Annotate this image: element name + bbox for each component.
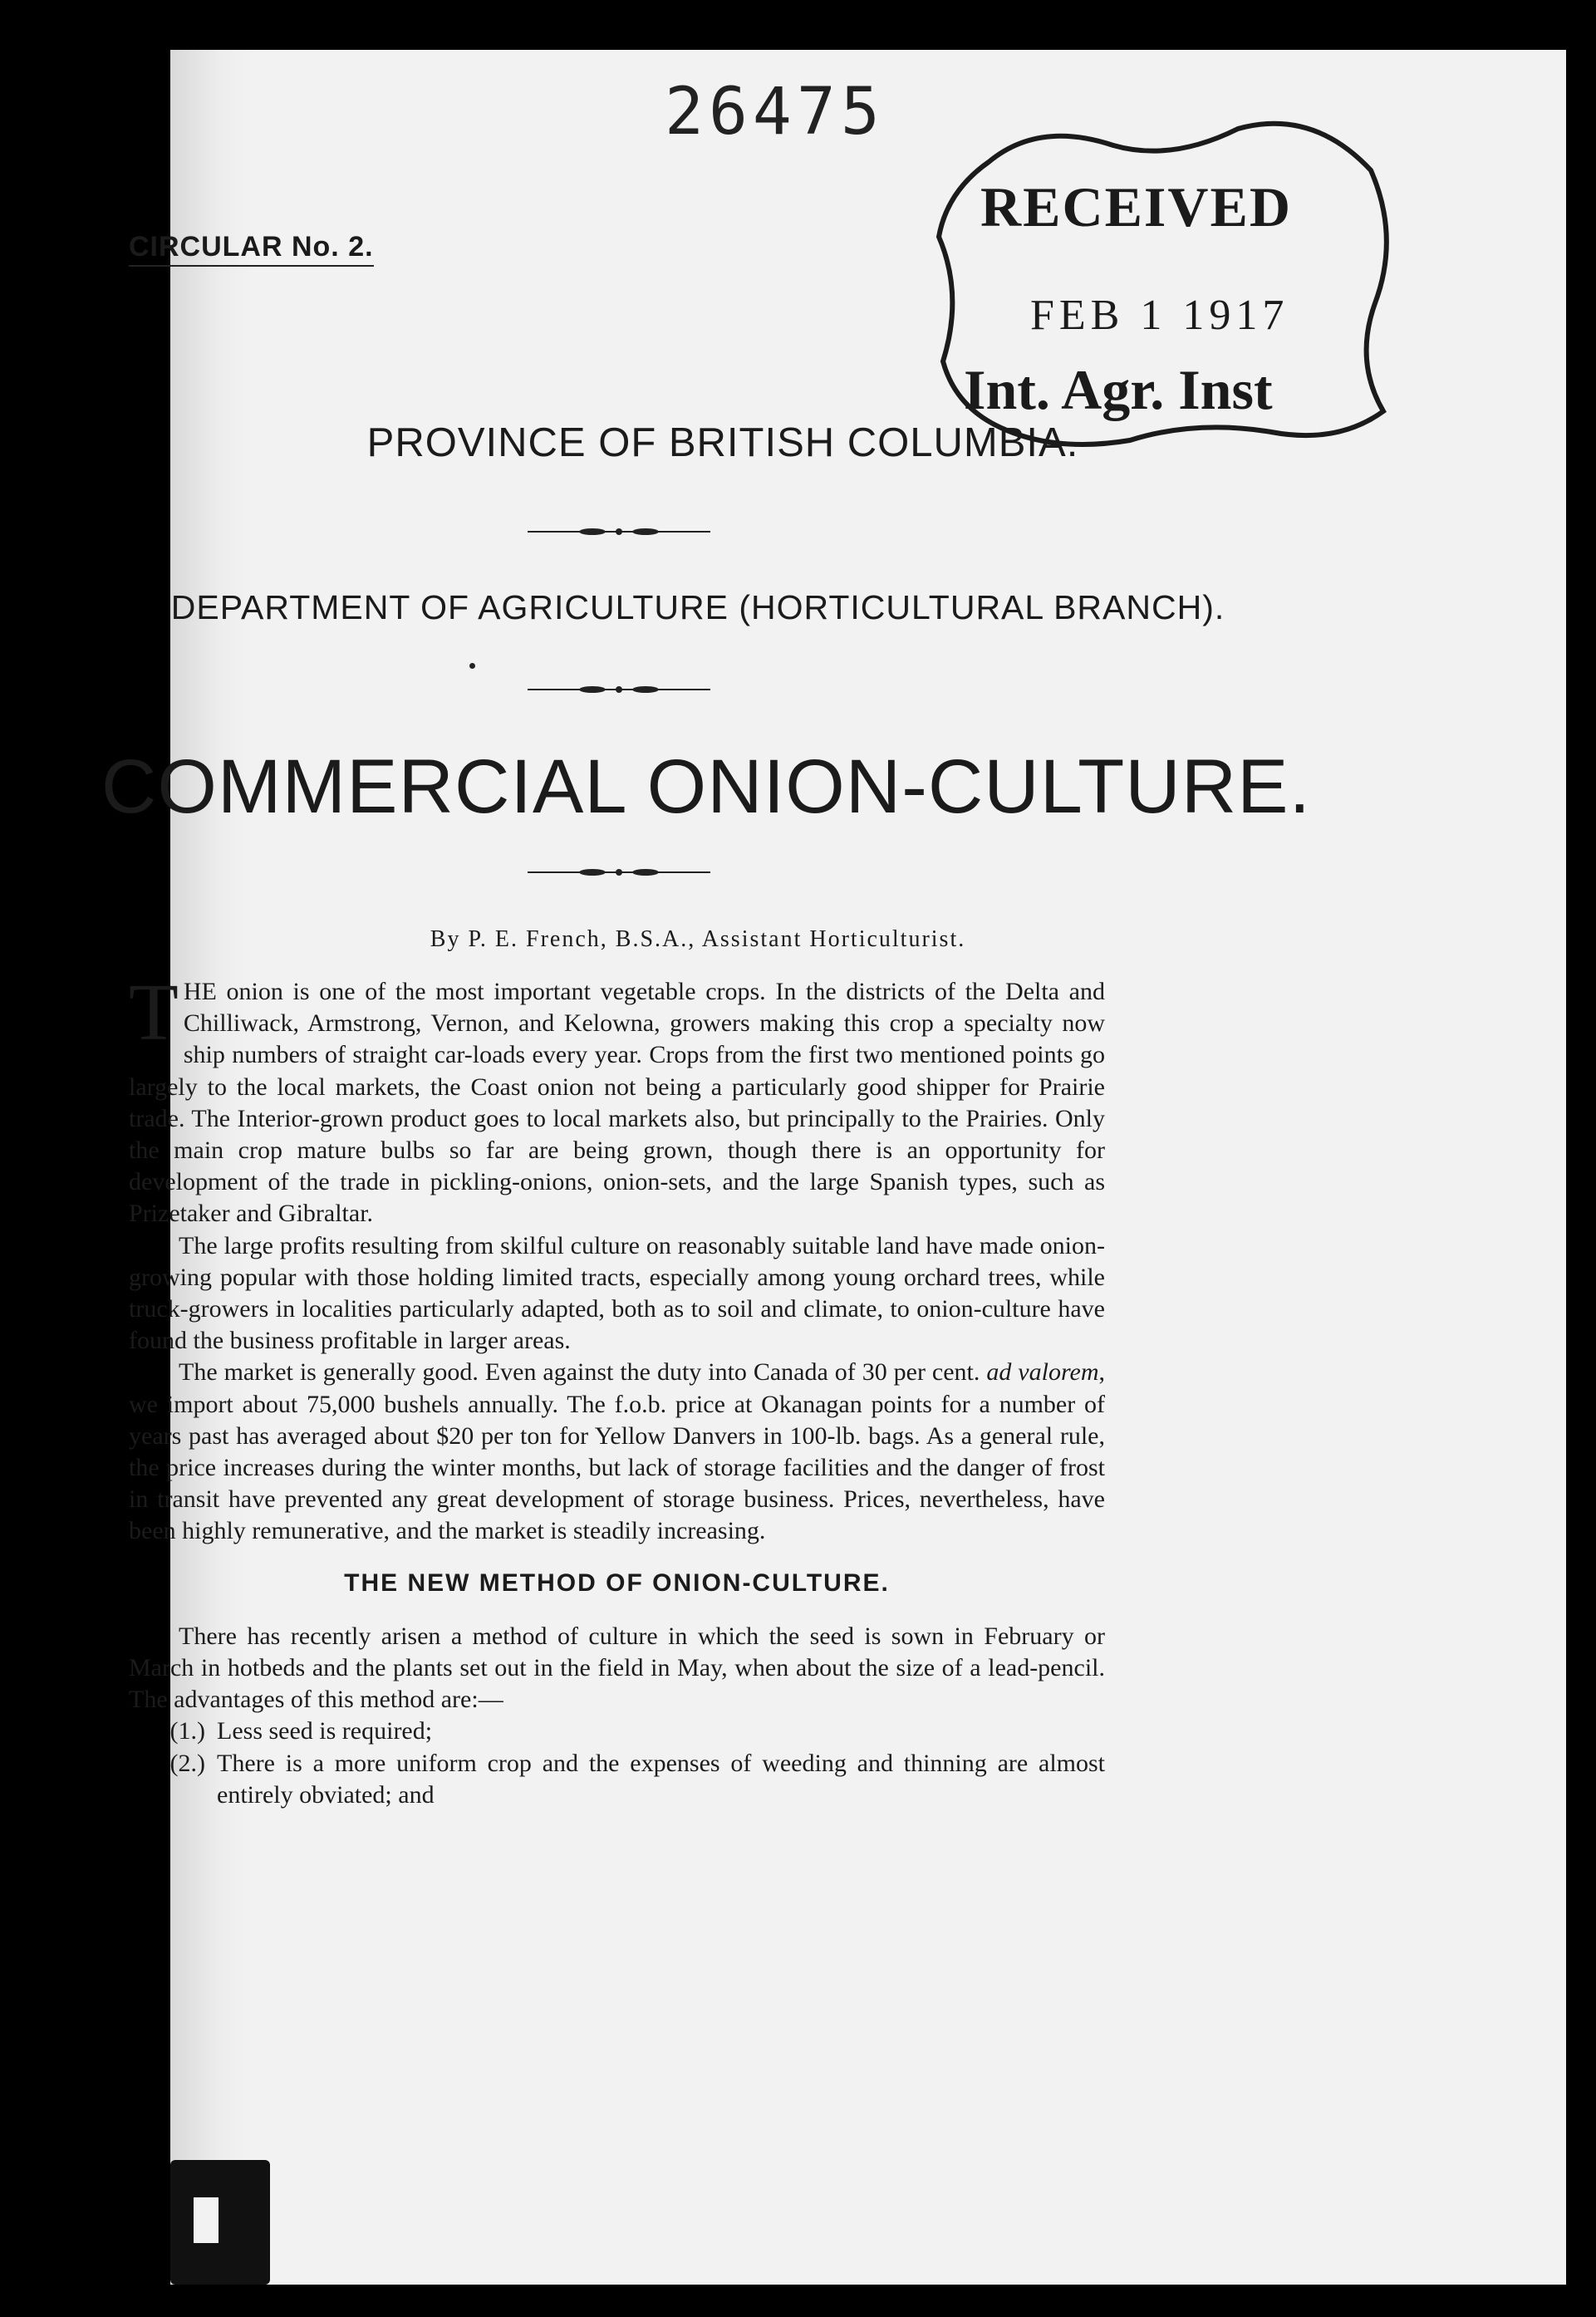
province-heading: PROVINCE OF BRITISH COLUMBIA.	[366, 420, 1079, 465]
list-number: (1.)	[169, 1717, 205, 1745]
document-title: COMMERCIAL ONION-CULTURE.	[101, 744, 1312, 829]
paragraph-text: HE onion is one of the most important vegetable crops. In the districts of the Delta and Chilliwack, Armstrong, Vernon, and Kelowna, growers making this crop a specialty now ship numbers of straight car-loads every year. Crops from the first two mentioned points go largely to the local markets, the Coast onion not being a particularly good shipper for Prairie trade. The Interior-grown product goes to local markets also, but principally to the Prairies. Only the main crop mature bulbs so far are being grown, though there is an opportunity for development of the trade in pickling-onions, onion-sets, and the large Spanish types, such as Prizetaker and Gibraltar.	[129, 978, 1105, 1228]
paragraph-text: The market is generally good. Even against the duty into Canada of 30 per cent.	[179, 1358, 987, 1387]
department-heading: DEPARTMENT OF AGRICULTURE (HORTICULTURAL BRANCH).	[170, 588, 1225, 626]
list-item	[129, 1748, 1105, 1811]
paragraph-intro	[129, 968, 1105, 1230]
binding-clip	[170, 2160, 270, 2285]
paragraph-new-method: There has recently arisen a method of culture in which the seed is sown in February or March in hotbeds and the plants set out in the field in May, when about the size of a lead-pencil. The advantages of this method are:—	[129, 1622, 1105, 1714]
paragraph-market	[129, 1357, 1105, 1547]
accession-number: 26475	[665, 75, 885, 150]
article-body	[129, 968, 1105, 1811]
drop-cap: T	[129, 968, 179, 1058]
ornamental-divider	[528, 684, 710, 695]
ornamental-divider	[528, 866, 710, 878]
circular-number: CIRCULAR No. 2.	[129, 231, 374, 267]
binding-clip-notch	[194, 2197, 219, 2243]
stamp-date: FEB 1 1917	[1030, 292, 1289, 339]
list-number: (2.)	[169, 1749, 205, 1777]
stamp-received-text: RECEIVED	[980, 175, 1292, 238]
stray-dot	[469, 663, 475, 669]
stamp-institution: Int. Agr. Inst	[964, 358, 1273, 421]
ornamental-divider	[528, 526, 710, 538]
italic-term: ad valorem	[986, 1358, 1099, 1387]
section-heading: THE NEW METHOD OF ONION-CULTURE.	[344, 1568, 890, 1597]
paragraph-text: , we import about 75,000 bushels annually. The f.o.b. price at Okanagan points for a number of years past has averaged about $20 per ton for Yellow Danvers in 100-lb. bags. As a general rule, the price increases during the winter months, but lack of storage facilities and the danger of frost in transit have prevented any great development of storage business. Prices, nevertheless, have been highly remunerative, and the market is steadily increasing.	[129, 1358, 1105, 1545]
paragraph-profits: The large profits resulting from skilful culture on reasonably suitable land have made onion-growing popular with those holding limited tracts, especially among young orchard trees, while truck-growers in localities particularly adapted, both as to soil and climate, to onion-culture have found the business profitable in larger areas.	[129, 1231, 1105, 1355]
list-text: Less seed is required;	[217, 1717, 433, 1745]
author-byline: By P. E. French, B.S.A., Assistant Horticulturist.	[430, 926, 966, 952]
list-item	[129, 1716, 1105, 1747]
list-text: There is a more uniform crop and the expenses of weeding and thinning are almost entirely obviated; and	[217, 1749, 1105, 1809]
